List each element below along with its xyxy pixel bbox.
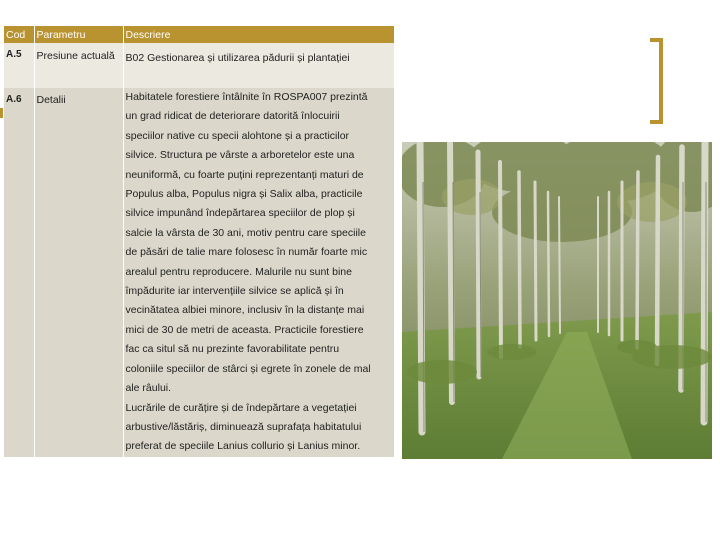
- description-line: mici de 30 de metri de aceasta. Practicile forestiere: [125, 323, 364, 336]
- description-line: Populus alba, Populus nigra și Salix alba, practicile: [125, 188, 363, 201]
- description-line: B02 Gestionarea și utilizarea pădurii și plantației: [125, 52, 350, 64]
- header-descriere: Descriere: [123, 26, 394, 43]
- description-line: Lucrările de curățire și de îndepărtare a vegetației: [125, 401, 357, 414]
- description-line: Habitatele forestiere întâlnite în ROSPA007 prezintă: [125, 91, 368, 103]
- description-line: silvice. Structura pe vârste a arboretelor este una: [125, 149, 355, 162]
- description-line: salcie la vârsta de 30 ani, motiv pentru care speciile: [125, 226, 366, 239]
- description-line: ale râului.: [125, 382, 172, 395]
- row-parameter: Presiune actuală: [34, 43, 123, 88]
- forest-photo-graphic: [402, 142, 712, 459]
- table-header-row: [4, 26, 394, 43]
- description-line: împădurite iar intervențiile silvice se aplică și în: [125, 285, 344, 298]
- decorative-tick: [0, 108, 3, 118]
- description-line: fac ca situl să nu prezinte favorabilitate pentru: [125, 343, 340, 356]
- description-line: vecinătatea albiei minore, inclusiv în la distanțe mai: [125, 304, 365, 317]
- row-code: A.5: [4, 43, 34, 88]
- description-line: speciilor native cu specii alohtone și a practicilor: [125, 129, 350, 142]
- description-line: preferat de speciile Lanius collurio și Lanius minor.: [125, 440, 361, 453]
- parameter-table: [4, 26, 395, 457]
- table-row: [4, 43, 394, 88]
- forest-photo: [402, 142, 712, 459]
- description-line: de păsări de talie mare folosesc în număr foarte mic: [125, 246, 368, 259]
- row-code: A.6: [4, 88, 34, 457]
- description-line: arealul pentru reproducere. Malurile nu sunt bine: [125, 265, 352, 278]
- header-parametru: Parametru: [34, 26, 123, 43]
- description-line: coloniile speciilor de stârci și egrete în zonele de mal: [125, 362, 371, 375]
- row-parameter: Detalii: [34, 88, 123, 457]
- table-row: [4, 88, 394, 457]
- description-line: un grad ridicat de deteriorare datorită înlocuirii: [125, 110, 340, 123]
- description-line: arbustive/lăstăriș, diminuează suprafața habitatului: [125, 420, 362, 433]
- description-line: neuniformă, cu foarte puțini reprezentanți maturi de: [125, 168, 364, 181]
- decorative-bracket: [650, 38, 663, 124]
- row-description: [123, 43, 394, 88]
- header-cod: Cod: [4, 26, 34, 43]
- description-line: silvice impunând îndepărtarea speciilor de plop și: [125, 207, 355, 220]
- row-description: [123, 88, 394, 457]
